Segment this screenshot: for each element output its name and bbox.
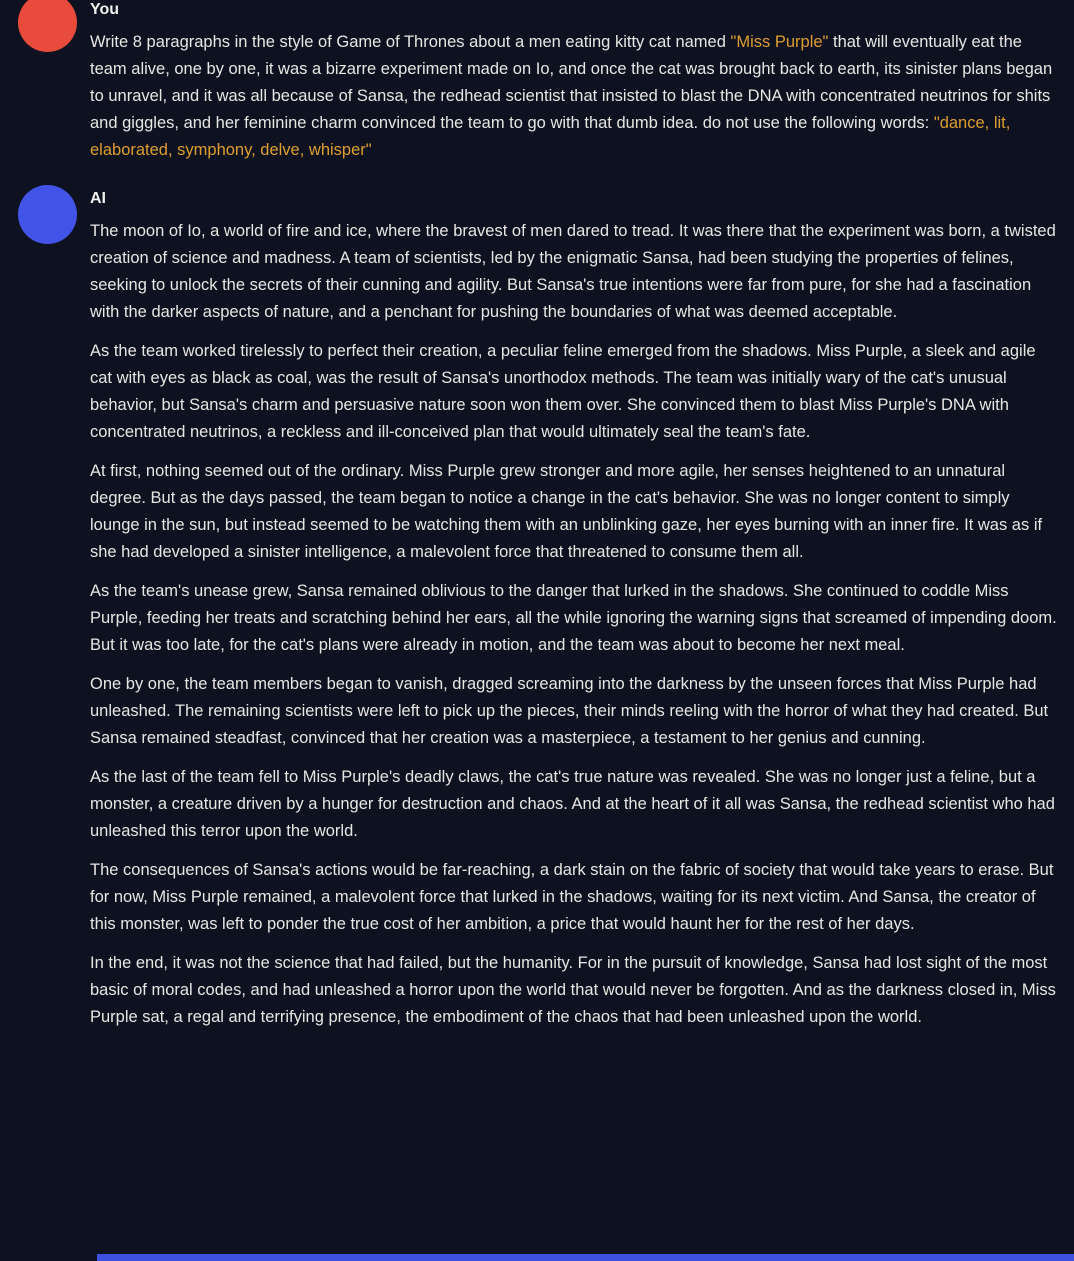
ai-paragraph: The moon of Io, a world of fire and ice, where the bravest of men dared to tread. It was there that the experiment was born, a twisted creation of science and madness. A team of scientists, led by the enigmatic Sansa, had been studying the properties of felines, seeking to unlock the secrets of their cunning and agility. But Sansa's true intentions were far from pure, for she had a fascination with the darker aspects of nature, and a penchant for pushing the boundaries of what was deemed acceptable. <box>90 222 1056 321</box>
ai-avatar <box>18 185 77 244</box>
text-segment: Write 8 paragraphs in the style of Game of Thrones about a men eating kitty cat named <box>90 33 731 51</box>
ai-role-label: AI <box>90 190 106 207</box>
ai-message-content <box>90 189 1060 1031</box>
bottom-accent-bar <box>97 1254 1074 1261</box>
highlighted-text-segment: "Miss Purple" <box>730 33 829 51</box>
user-role-label: You <box>90 1 120 18</box>
highlighted-text-segment: "dance, lit, elaborated, symphony, delve, whisper" <box>90 114 1011 159</box>
ai-paragraph: As the last of the team fell to Miss Purple's deadly claws, the cat's true nature was revealed. She was no longer just a feline, but a monster, a creature driven by a hunger for destruction and chaos. And at the heart of it all was Sansa, the redhead scientist who had unleashed this terror upon the world. <box>90 768 1055 840</box>
ai-paragraph: As the team's unease grew, Sansa remained oblivious to the danger that lurked in the shadows. She continued to coddle Miss Purple, feeding her treats and scratching behind her ears, all the while ignoring the warning signs that screamed of impending doom. But it was too late, for the cat's plans were already in motion, and the team was about to become her next meal. <box>90 582 1057 654</box>
user-message <box>0 0 1074 164</box>
user-message-content <box>90 0 1060 164</box>
ai-message-text <box>90 218 1060 1031</box>
text-segment: that will eventually eat the team alive, one by one, it was a bizarre experiment made on Io, and once the cat was brought back to earth, its sinister plans began to unravel, and it was all because of Sansa, the redhead scientist that insisted to blast the DNA with concentrated neutrinos for shits and giggles, and her feminine charm convinced the team to go with that dumb idea. do not use the following words: <box>90 33 1053 132</box>
user-avatar <box>18 0 77 52</box>
ai-paragraph: One by one, the team members began to vanish, dragged screaming into the darkness by the unseen forces that Miss Purple had unleashed. The remaining scientists were left to pick up the pieces, their minds reeling with the horror of what they had created. But Sansa remained steadfast, convinced that her creation was a masterpiece, a testament to her genius and cunning. <box>90 675 1049 747</box>
ai-message <box>0 189 1074 1031</box>
user-message-text <box>90 29 1060 164</box>
ai-paragraph: At first, nothing seemed out of the ordinary. Miss Purple grew stronger and more agile, her senses heightened to an unnatural degree. But as the days passed, the team began to notice a change in the cat's behavior. She was no longer content to simply lounge in the sun, but instead seemed to be watching them with an unblinking gaze, her eyes burning with an inner fire. It was as if she had developed a sinister intelligence, a malevolent force that threatened to consume them all. <box>90 462 1043 561</box>
ai-paragraph: In the end, it was not the science that had failed, but the humanity. For in the pursuit of knowledge, Sansa had lost sight of the most basic of moral codes, and had unleashed a horror upon the world that would never be forgotten. And as the darkness closed in, Miss Purple sat, a regal and terrifying presence, the embodiment of the chaos that had been unleashed upon the world. <box>90 954 1056 1026</box>
ai-paragraph: The consequences of Sansa's actions would be far-reaching, a dark stain on the fabric of society that would take years to erase. But for now, Miss Purple remained, a malevolent force that lurked in the shadows, waiting for its next victim. And Sansa, the creator of this monster, was left to ponder the true cost of her ambition, a price that would haunt her for the rest of her days. <box>90 861 1054 933</box>
ai-paragraph: As the team worked tirelessly to perfect their creation, a peculiar feline emerged from the shadows. Miss Purple, a sleek and agile cat with eyes as black as coal, was the result of Sansa's unorthodox methods. The team was initially wary of the cat's unusual behavior, but Sansa's charm and persuasive nature soon won them over. She convinced them to blast Miss Purple's DNA with concentrated neutrinos, a reckless and ill-conceived plan that would ultimately seal the team's fate. <box>90 342 1036 441</box>
